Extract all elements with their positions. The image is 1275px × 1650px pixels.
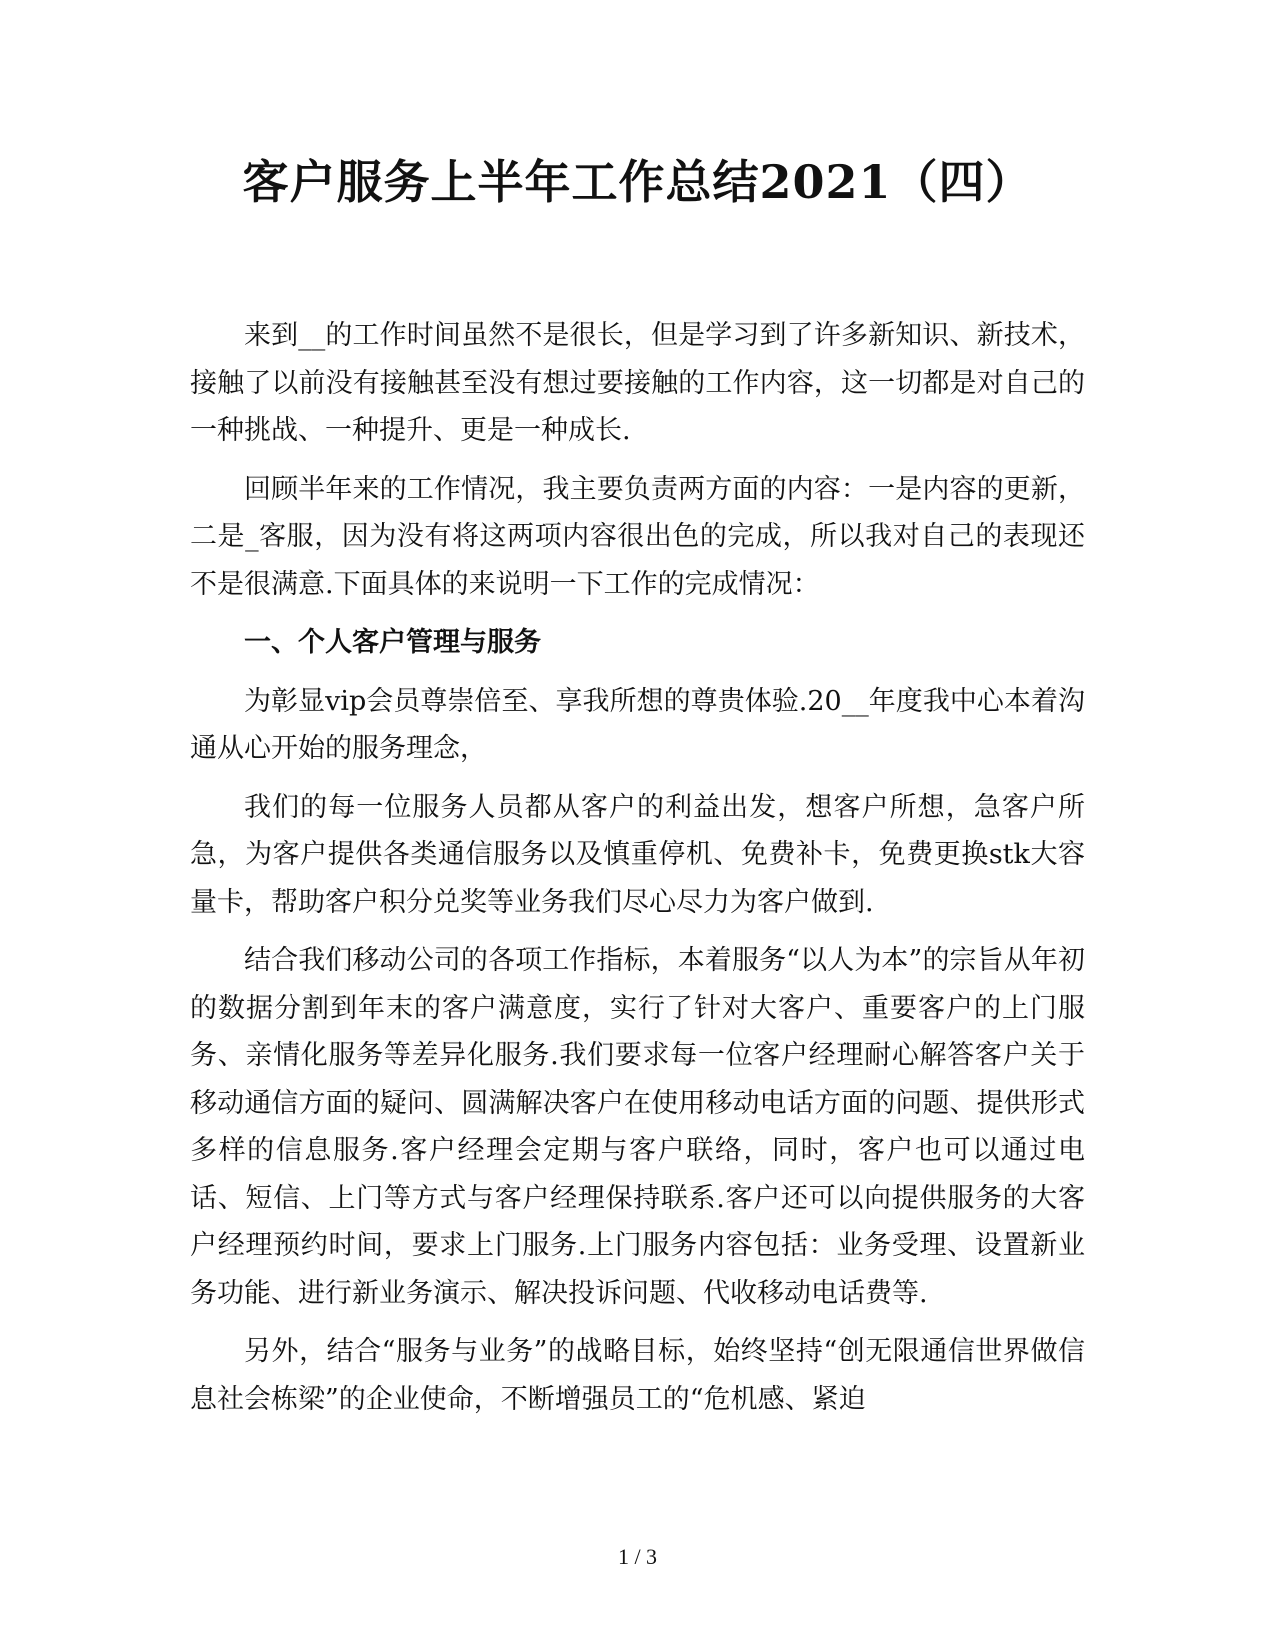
document-body: [190, 312, 1085, 1434]
document-title: 客户服务上半年工作总结2021（四）: [242, 155, 1033, 209]
section-heading: 一、个人客户管理与服务: [244, 627, 541, 658]
paragraph: 来到__的工作时间虽然不是很长，但是学习到了许多新知识、新技术，接触了以前没有接触甚至没有想过要接触的工作内容，这一切都是对自己的一种挑战、一种提升、更是一种成长.: [190, 320, 1085, 446]
page-number: 1 / 3: [617, 1544, 658, 1569]
paragraph: 另外，结合“服务与业务”的战略目标，始终坚持“创无限通信世界做信息社会栋梁”的企业使命，不断增强员工的“危机感、紧迫: [190, 1336, 1085, 1415]
paragraph: 为彰显vip会员尊崇倍至、享我所想的尊贵体验.20__年度我中心本着沟通从心开始的服务理念，: [190, 685, 1085, 764]
paragraph: 我们的每一位服务人员都从客户的利益出发，想客户所想，急客户所急，为客户提供各类通信服务以及慎重停机、免费补卡，免费更换stk大容量卡，帮助客户积分兑奖等业务我们尽心尽力为客户做到.: [190, 791, 1085, 918]
paragraph: 回顾半年来的工作情况，我主要负责两方面的内容：一是内容的更新，二是_客服，因为没有将这两项内容很出色的完成，所以我对自己的表现还不是很满意.下面具体的来说明一下工作的完成情况：: [190, 473, 1085, 600]
paragraph: 结合我们移动公司的各项工作指标，本着服务“以人为本”的宗旨从年初的数据分割到年末的客户满意度，实行了针对大客户、重要客户的上门服务、亲情化服务等差异化服务.我们要求每一位客户经理耐心解答客户关于移动通信方面的疑问、圆满解决客户在使用移动电话方面的问题、提供形式多样的信息服务.客户经理会定期与客户联络，同时，客户也可以通过电话、短信、上门等方式与客户经理保持联系.客户还可以向提供服务的大客户经理预约时间，要求上门服务.上门服务内容包括：业务受理、设置新业务功能、进行新业务演示、解决投诉问题、代收移动电话费等.: [190, 945, 1085, 1309]
